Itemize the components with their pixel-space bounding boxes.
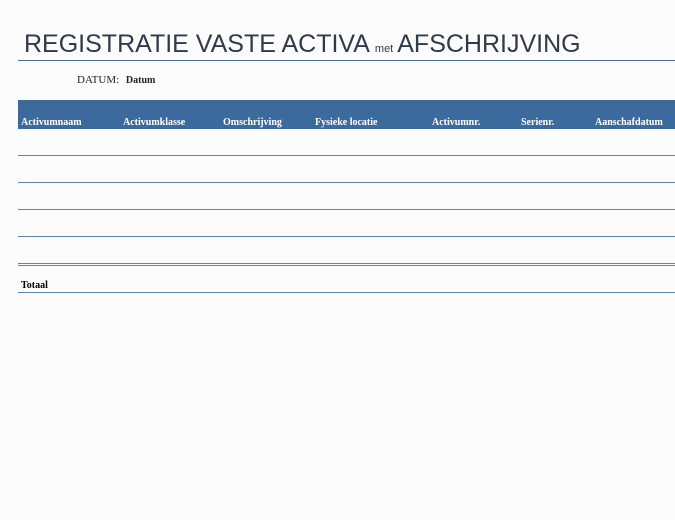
title-part-1: REGISTRATIE VASTE ACTIVA — [24, 30, 370, 58]
table-header — [18, 100, 675, 129]
table-row[interactable] — [18, 156, 675, 183]
table-row[interactable] — [18, 183, 675, 210]
table-row[interactable] — [18, 129, 675, 156]
header-omschrijving: Omschrijving — [223, 117, 282, 128]
title-connector: met — [374, 43, 394, 55]
table-row[interactable] — [18, 237, 675, 266]
title-divider — [18, 60, 675, 61]
header-activumnr: Activumnr. — [432, 117, 481, 128]
header-activumnaam: Activumnaam — [21, 117, 82, 128]
header-aanschafdatum: Aanschafdatum — [595, 117, 663, 128]
page-title — [24, 29, 581, 64]
date-row — [77, 74, 155, 86]
header-activumklasse: Activumklasse — [123, 117, 186, 128]
title-part-2: AFSCHRIJVING — [397, 30, 581, 58]
asset-table — [18, 100, 675, 293]
total-label: Totaal — [21, 280, 48, 291]
date-value[interactable]: Datum — [125, 75, 156, 86]
header-serienr: Serienr. — [521, 117, 555, 128]
total-row — [18, 266, 675, 293]
header-fysieke-locatie: Fysieke locatie — [315, 117, 378, 128]
table-row[interactable] — [18, 210, 675, 237]
date-label: DATUM: — [77, 74, 120, 86]
